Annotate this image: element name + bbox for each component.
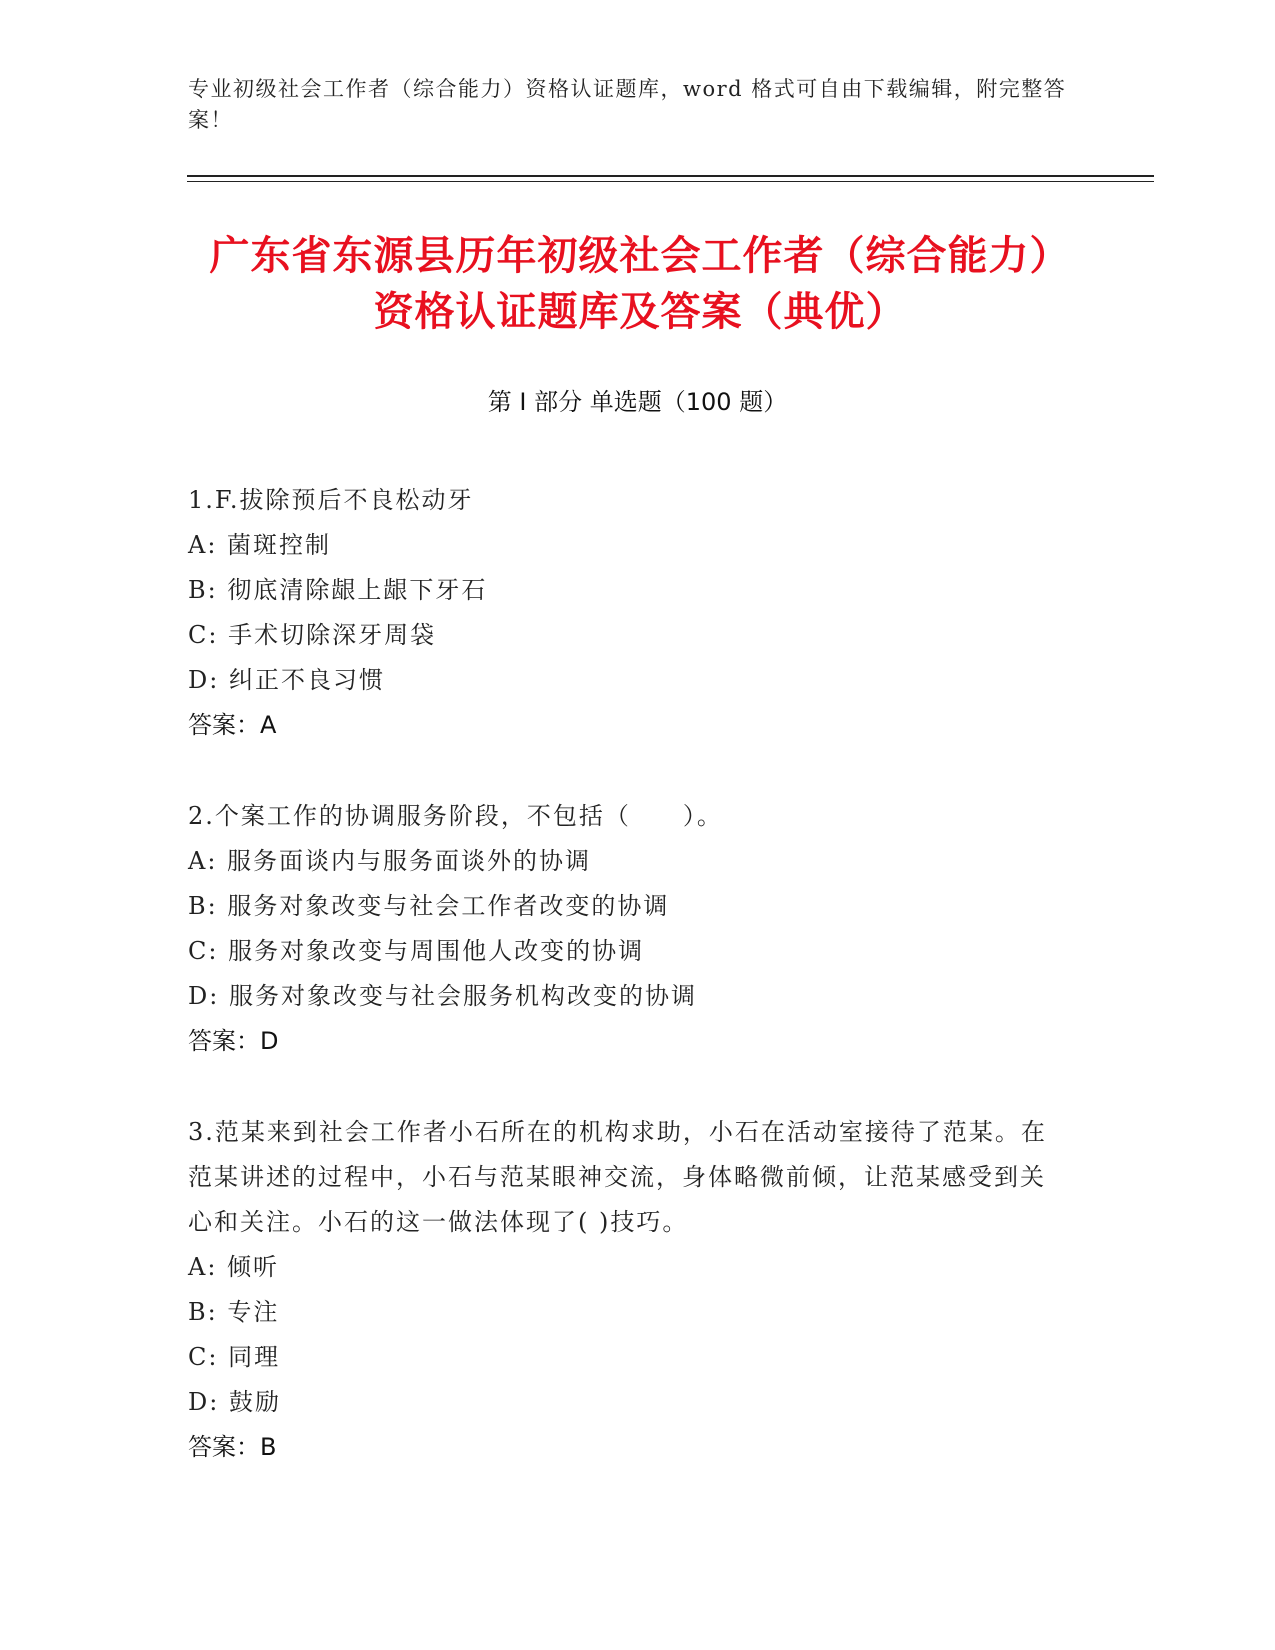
option-c: C: 手术切除深牙周袋 [188, 621, 437, 649]
option-b: B: 服务对象改变与社会工作者改变的协调 [188, 892, 670, 920]
option-d: D: 服务对象改变与社会服务机构改变的协调 [188, 982, 697, 1010]
answer: 答案：A [188, 711, 277, 739]
option-b: B: 专注 [188, 1298, 280, 1326]
document-title: 广东省东源县历年初级社会工作者（综合能力）资格认证题库及答案（典优） [209, 233, 1071, 335]
question-3 [188, 1110, 1068, 1470]
option-c: C: 服务对象改变与周围他人改变的协调 [188, 937, 645, 965]
question-stem: 1.F.拔除预后不良松动牙 [188, 486, 474, 514]
option-c: C: 同理 [188, 1343, 281, 1371]
section-title: 第 I 部分 单选题（100 题） [487, 388, 788, 416]
option-d: D: 纠正不良习惯 [188, 666, 385, 694]
option-b: B: 彻底清除龈上龈下牙石 [188, 576, 488, 604]
answer: 答案：B [188, 1433, 277, 1461]
option-a: A: 服务面谈内与服务面谈外的协调 [188, 847, 592, 875]
question-2 [188, 794, 1068, 1064]
option-a: A: 菌斑控制 [188, 531, 332, 559]
option-a: A: 倾听 [188, 1253, 280, 1281]
option-d: D: 鼓励 [188, 1388, 281, 1416]
answer: 答案：D [188, 1027, 279, 1055]
header-note: 专业初级社会工作者（综合能力）资格认证题库，word 格式可自由下载编辑，附完整答案！ [188, 77, 1067, 132]
header-rule-thin [187, 181, 1154, 182]
question-stem: 3.范某来到社会工作者小石所在的机构求助，小石在活动室接待了范某。在范某讲述的过程中，小石与范某眼神交流，身体略微前倾，让范某感受到关心和关注。小石的这一做法体现了( )技巧。 [188, 1118, 1047, 1236]
header-rule-thick [187, 175, 1154, 177]
question-1 [188, 478, 1068, 748]
question-list [188, 478, 1068, 1516]
question-stem: 2.个案工作的协调服务阶段，不包括（ ）。 [188, 802, 723, 830]
